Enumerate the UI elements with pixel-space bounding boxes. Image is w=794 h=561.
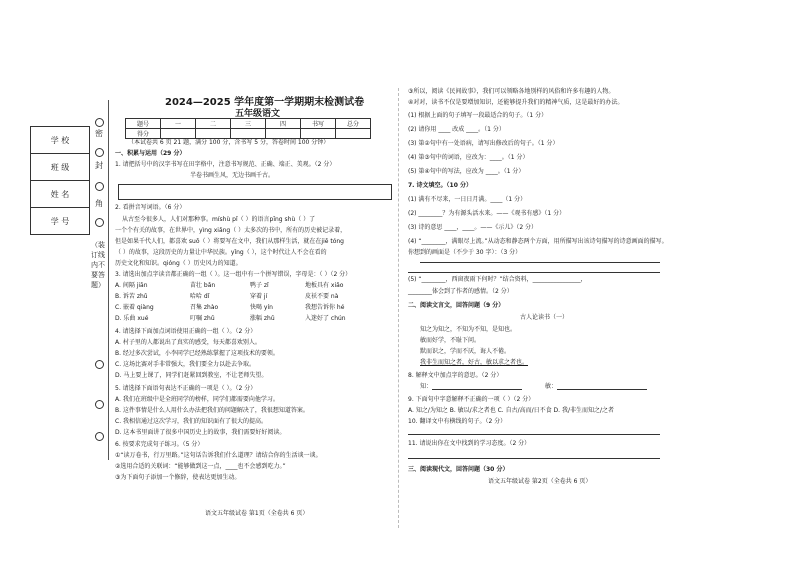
question-8: 8. 解释文中加点字的意思。（2 分）: [408, 372, 503, 379]
context-line: ④对对，读书不仅是要增加知识，还能够提升我们的精神气质，这是最好的办法。: [408, 99, 624, 106]
score-header: 题号: [126, 119, 161, 129]
question-1: 1. 请把括号中的汉字书写在田字格中，注意书写规范、正确、端正、美观。（2 分）: [115, 161, 336, 168]
question-5: 5. 请选择下面语句表达不正确的一项是（ ）。（2 分）: [115, 385, 257, 392]
poem-line: 知之为知之，不知为不知，是知也。: [420, 326, 517, 333]
exam-notice: （本试卷共 6 页 21 题，满分 100 分，含书写 5 分，答卷时间 100 分钟）: [128, 139, 330, 146]
seal-char: 角: [95, 199, 103, 208]
q3-option: 快喝 yín: [250, 304, 273, 311]
q6-line: ③为下面句子添加一个修辞，使表达更加生动。: [115, 474, 241, 481]
score-cell[interactable]: [301, 129, 336, 139]
q3-option: 召集 zhào: [190, 304, 219, 311]
answer-line[interactable]: [432, 389, 522, 390]
q7-line: 你想到的画面是（不少于 30 字）：（3 分）: [408, 249, 522, 256]
q2-line: 历史文化和知识。qióng（ ）历史风力的知道。: [115, 260, 242, 267]
q3-option: 我想告诉你 hé: [305, 304, 345, 311]
answer-line[interactable]: [408, 272, 660, 273]
field-number: 学 号: [31, 208, 90, 235]
question-11: 11. 请说出你在文中找到的学习态度。（2 分）: [408, 440, 531, 447]
section-3-heading: 三、阅读现代文，回答问题（30 分）: [408, 466, 509, 473]
question-4: 4. 请选择下面加点词语使用正确的一组（ ）。（2 分）: [115, 328, 257, 335]
score-header: 书写: [301, 119, 336, 129]
field-class: 班 级: [31, 154, 90, 181]
context-line: ③所以，阅读《民间故事》，我们可以领略各地别样的风俗和许多有趣的人物。: [408, 88, 615, 95]
q7-5: (5) “________，西窗夜雨下何时？”结合资料，________________，: [408, 276, 587, 283]
answer-line[interactable]: [408, 434, 660, 435]
seal-char: 封: [95, 161, 103, 170]
q2-line: （ ）的故事，这段历史的力量让中华民族。yǐng（ ），这个时代让人不会在看的: [115, 249, 327, 256]
q6-line: ②选用合适的关联词：“能够做到这一点，____也不会感到吃力。”: [115, 463, 286, 470]
q2-line: 但是如果千代人们，都喜欢 suō（ ）将要写在文中，我们从那样生活，就在在jiē tóng: [115, 238, 344, 245]
q7-line: (2) ________？为有源头活水来。——《观书有感》（1 分）: [408, 210, 566, 217]
score-table: [125, 118, 371, 139]
student-info-table: [30, 126, 90, 235]
q4-option: A. 村子里的人都说出了真实的感受，每天都喜欢别人。: [115, 339, 261, 346]
section-1-heading: 一、积累与运用（29 分）: [115, 150, 186, 157]
seal-char: 密: [95, 129, 103, 138]
sub-question: (1) 根据上面的句子填写一段最适合的句子。（1 分）: [408, 112, 548, 119]
score-header: 二: [196, 119, 231, 129]
score-header: 总分: [336, 119, 371, 129]
score-cell[interactable]: [161, 129, 196, 139]
answer-line[interactable]: [408, 458, 660, 459]
q5-option: D. 这本书里面讲了很多中国历史上的故事，我们需要好好阅读。: [115, 429, 286, 436]
score-cell[interactable]: [231, 129, 266, 139]
question-9: 9. 下面句中字意解释不正确的一项（ ）（2 分）: [408, 396, 535, 403]
poem-title: 古人论读书（一）: [520, 314, 569, 321]
q3-option: C. 嵌着 qiàng: [115, 304, 154, 311]
score-cell[interactable]: [336, 129, 371, 139]
exam-title: 2024—2025 学年度第一学期期末检测试卷: [165, 97, 365, 108]
sub-question: (2) 请你用 ____ 改成 ____。（1 分）: [408, 126, 505, 133]
q8-a: 知：: [420, 383, 433, 390]
poem-line: 我非生而知之者，好古，敏以求之者也。: [420, 359, 529, 366]
q7-5b: ________体会到了作者的感情。（2 分）: [408, 288, 513, 295]
q4-option: B. 经过多次尝试，小李同学已经熟练掌握了这项技术的要领。: [115, 350, 279, 357]
bracket-label: （装订线内不要答题）: [91, 241, 105, 289]
q5-option: B. 这件事情是什么人用什么办法把我们的问题解决了，我很想知道答案。: [115, 407, 309, 414]
seal-hole: [95, 118, 104, 127]
seal-hole: [95, 432, 104, 441]
question-6: 6. 按要求完成句子练习。（5 分）: [115, 441, 204, 448]
score-row-label: 得分: [126, 129, 161, 139]
section-2-heading: 二、阅读文言文，回答问题（9 分）: [408, 302, 505, 309]
q4-option: D. 马上要上课了，同学们赶紧回到教室，不让老师失望。: [115, 372, 268, 379]
q4-option: C. 这场比赛对手非常强大，我们要全力以赴去争取。: [115, 361, 256, 368]
q3-option: 涨幅 zhǔ: [250, 315, 275, 322]
q3-option: 鸭子 zǐ: [250, 282, 269, 289]
q7-line: (3) 诗的意思 ____，____。——《示儿》（2 分）: [408, 224, 538, 231]
q3-option: 苗壮 bǎn: [190, 282, 216, 289]
q3-option: 穿着 jí: [250, 293, 268, 300]
score-cell[interactable]: [196, 129, 231, 139]
q3-option: 地板具有 xiǎo: [305, 282, 344, 289]
q3-option: A. 间隔 jiān: [115, 282, 148, 289]
exam-subject: 五年级语文: [235, 109, 281, 119]
sub-question: (4) 第③句中的词语，应改为：____。（1 分）: [408, 154, 529, 161]
writing-grid[interactable]: [118, 184, 392, 200]
q7-line: (1) 满有不尽来，一日日月满。____（1 分）: [408, 196, 527, 203]
seal-hole: [95, 360, 104, 369]
q2-line: 一个个有关的故事，在世界中，yìng xiǎng（ ）太多次的书中，所有的历史被记录着，: [115, 227, 347, 234]
question-10: 10. 翻译文中有横线的句子。（2 分）: [408, 418, 507, 425]
q9-options: A. 知之/为知之 B. 敏以/求之者也 C. 自古/高而/日不食 D. 我/非生而知之/之者: [408, 407, 615, 414]
sub-question: (3) 第②句中有一处语病，请写出修改后的句子。（1 分）: [408, 140, 559, 147]
answer-line[interactable]: [420, 262, 660, 263]
score-cell[interactable]: [266, 129, 301, 139]
page-footer-left: 语文五年级试卷 第1页（全卷共 6 页）: [205, 510, 309, 517]
q3-option: 入迷好了 chún: [305, 315, 346, 322]
seal-hole: [95, 400, 104, 409]
poem-line: 默而识之，学而不厌，诲人不倦。: [420, 348, 511, 355]
q8-b: 敏：: [545, 383, 558, 390]
page-footer-right: 语文五年级试卷 第2页（全卷共 6 页）: [488, 478, 592, 485]
score-header: 三: [231, 119, 266, 129]
q6-line: ①“读万卷书，行万里路。”这句话告诉我们什么道理？请结合你的生活谈一谈。: [115, 452, 322, 459]
question-2: 2. 看拼音写词语。（6 分）: [115, 204, 186, 211]
field-school: 学 校: [31, 127, 90, 154]
q3-option: D. 乐曲 xué: [115, 315, 149, 322]
seal-hole: [95, 182, 104, 191]
question-1-text: 半卷书画生风，无边书画千古。: [190, 172, 275, 179]
q3-option: 皮袄不要 nà: [305, 293, 339, 300]
poem-line: 敏而好学，不耻下问。: [420, 337, 481, 344]
seal-hole: [95, 218, 104, 227]
q3-option: B. 诉苦 zhǔ: [115, 293, 148, 300]
q5-option: A. 我们在班级中是全班同学的榜样，同学们都需要向他学习。: [115, 396, 279, 403]
field-name: 姓 名: [31, 181, 90, 208]
q7-line: (4) “________，满眼尽上流。”从动态和静态两个方面，用所描写出该诗句描写的诗意画面的描写。: [408, 238, 668, 245]
seal-hole: [95, 148, 104, 157]
q3-option: 叮嘱 zhǔ: [190, 315, 215, 322]
sub-question: (5) 第④句中的写法，应改为 ____。（1 分）: [408, 168, 525, 175]
q5-option: C. 我相信通过这次学习，我们的知识面有了很大的提高。: [115, 418, 268, 425]
question-7: 7. 诗文填空。（10 分）: [408, 182, 472, 189]
score-header: 一: [161, 119, 196, 129]
question-3: 3. 请选出加点字读音都正确的一组（ ）。这一组中有一个拼写错误，字母是：（ ）（2 分）: [115, 271, 352, 278]
q2-line: 从古至今很多人，人们对那种事。míshù pǐ（ ）的语言pīng shù（ ）了: [122, 216, 316, 223]
answer-line[interactable]: [557, 389, 647, 390]
score-header: 四: [266, 119, 301, 129]
column-divider: [398, 88, 399, 528]
q3-option: 哈哈 dǐ: [190, 293, 210, 300]
